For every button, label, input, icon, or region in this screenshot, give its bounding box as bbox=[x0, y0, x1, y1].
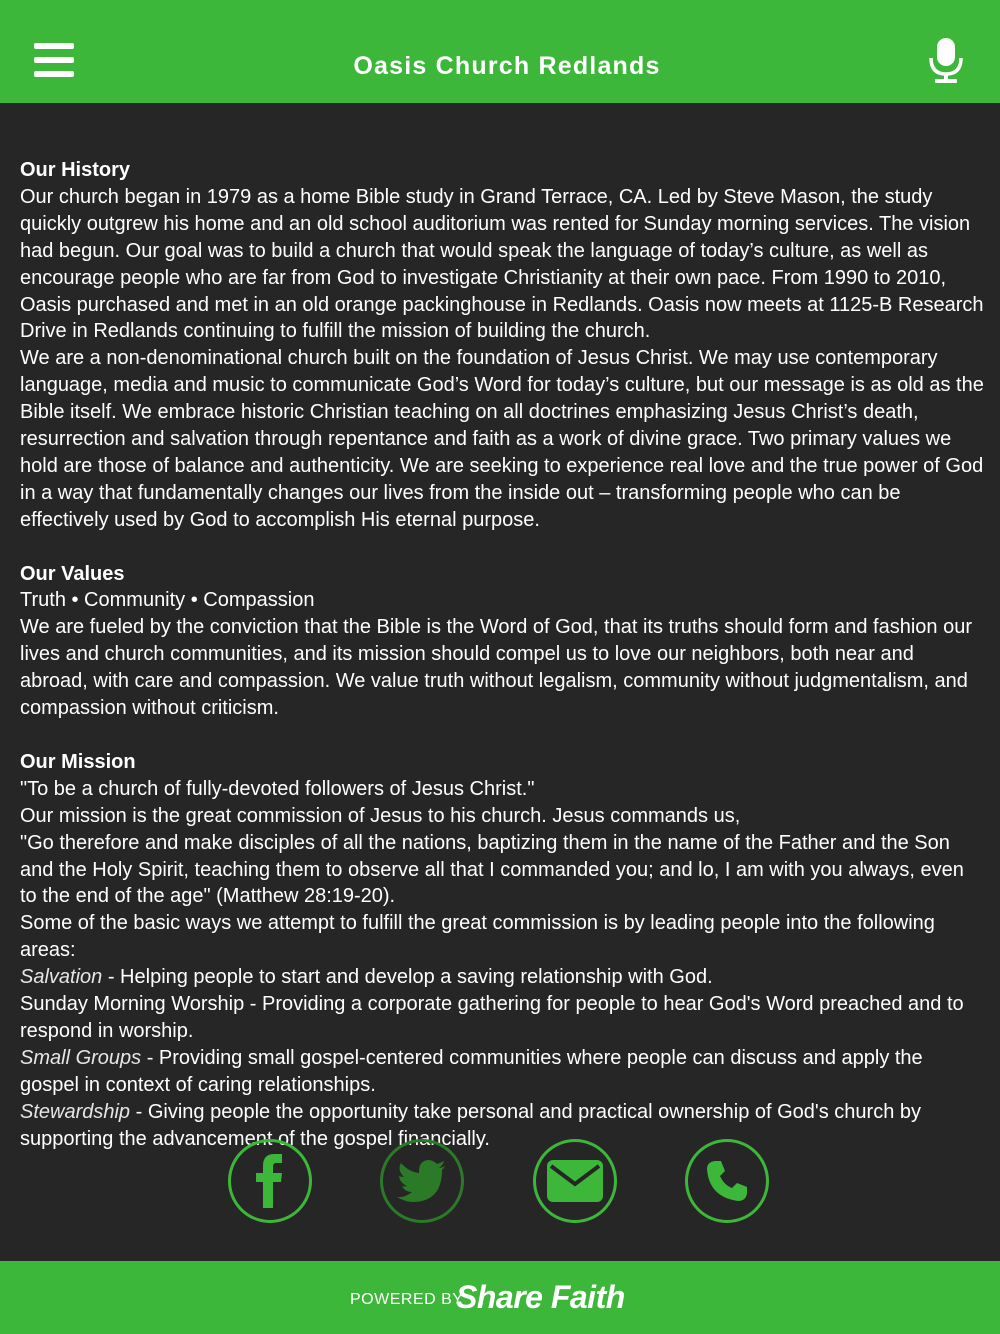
email-icon bbox=[547, 1160, 603, 1202]
mission-area-small-groups: Small Groups - Providing small gospel-centered communities where people can discuss and apply the gospel in context of caring relationships. bbox=[20, 1046, 923, 1096]
sharefaith-logo[interactable]: Share Faith bbox=[456, 1279, 625, 1315]
history-heading: Our History bbox=[20, 159, 131, 181]
hamburger-icon bbox=[34, 43, 74, 49]
values-paragraph: We are fueled by the conviction that the Bible is the Word of God, that its truths should form and fashion our lives and church communities, and its mission should compel us to love our neighbors, both near and abroad, with care and compassion. We value truth without legalism, community without judgmentalism, and compassion without criticism. bbox=[20, 616, 973, 720]
phone-icon bbox=[705, 1159, 749, 1203]
mission-heading: Our Mission bbox=[20, 750, 136, 773]
mission-area-worship: Sunday Morning Worship - Providing a corporate gathering for people to hear God's Word preached and to respond in worship. bbox=[20, 993, 964, 1042]
history-paragraph-1: Our church began in 1979 as a home Bible study in Grand Terrace, CA. Led by Steve Mason, the study quickly outgrew his home and an old school auditorium was rented for Sunday morning services. The vision had begun. Our goal was to build a church that would speak the language of today’s culture, as well as encourage people who are far from God to investigate Christianity at their own pace. From 1990 to 2010, Oasis purchased and met in an old orange packinghouse in Redlands. Oasis now meets at 1125-B Research Drive in Redlands continuing to fulfill the mission of building the church. bbox=[20, 185, 984, 343]
powered-by-label: POWERED BY bbox=[350, 1291, 464, 1308]
mission-paragraph-3: Some of the basic ways we attempt to fulfill the great commission is by leading people into the following areas: bbox=[20, 912, 935, 962]
phone-button[interactable] bbox=[685, 1139, 769, 1223]
facebook-icon bbox=[250, 1153, 290, 1209]
mission-quote: "To be a church of fully-devoted followers of Jesus Christ." bbox=[20, 777, 535, 800]
twitter-button[interactable] bbox=[380, 1139, 464, 1223]
values-heading: Our Values bbox=[20, 562, 125, 585]
app-title: Oasis Church Redlands bbox=[353, 52, 661, 80]
mission-area-stewardship: Stewardship - Giving people the opportunity take personal and practical ownership of God's church by supporting the advancement of the gospel financially. bbox=[20, 1100, 921, 1150]
history-paragraph-2: We are a non-denominational church built on the foundation of Jesus Christ. We may use contemporary language, media and music to communicate God’s Word for today’s culture, but our message is as old as the Bible itself. We embrace historic Christian teaching on all doctrines emphasizing Jesus Christ’s death, resurrection and salvation through repentance and faith as a work of divine grace. Two primary values we hold are those of balance and authenticity. We are seeking to experience real love and the true power of God in a way that fundamentally changes our lives from the inside out – transforming people who can be effectively used by God to accomplish His eternal purpose. bbox=[20, 347, 984, 531]
mission-area-salvation: Salvation - Helping people to start and develop a saving relationship with God. bbox=[20, 966, 713, 989]
email-button[interactable] bbox=[533, 1139, 617, 1223]
social-bar bbox=[0, 1139, 1000, 1229]
app-header bbox=[0, 0, 1000, 103]
twitter-icon bbox=[397, 1160, 447, 1202]
microphone-button[interactable] bbox=[926, 36, 966, 84]
values-tagline: Truth • Community • Compassion bbox=[20, 589, 315, 612]
mission-paragraph-1: Our mission is the great commission of Jesus to his church. Jesus commands us, bbox=[20, 804, 741, 827]
microphone-icon bbox=[926, 36, 966, 84]
facebook-button[interactable] bbox=[228, 1139, 312, 1223]
about-content bbox=[20, 157, 985, 1153]
footer bbox=[0, 1261, 1000, 1334]
mission-paragraph-2: "Go therefore and make disciples of all the nations, baptizing them in the name of the Father and the Son and the Holy Spirit, teaching them to observe all that I commanded you; and lo, I am with you always, even to the end of the age" (Matthew 28:19-20). bbox=[20, 831, 964, 908]
